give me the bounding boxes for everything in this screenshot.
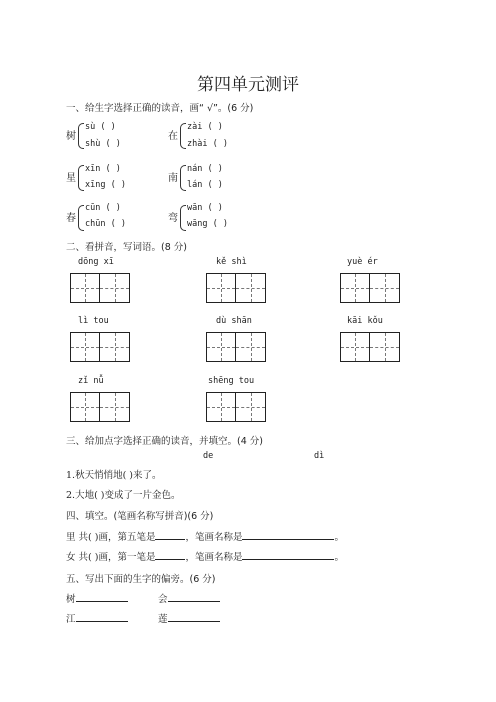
- pinyin-prompt: lì tou: [78, 316, 109, 326]
- s1-char: 弯: [168, 213, 178, 224]
- grid-cell[interactable]: [340, 273, 370, 303]
- pinyin-prompt: kě shì: [216, 257, 247, 267]
- pinyin-prompt: kāi kǒu: [347, 316, 383, 326]
- pinyin-option[interactable]: nán ( ): [187, 164, 223, 174]
- radical-item: [158, 611, 220, 625]
- radical-item: [66, 611, 128, 625]
- answer-blank[interactable]: [168, 621, 220, 622]
- writing-grid[interactable]: [206, 273, 266, 303]
- answer-blank[interactable]: [242, 539, 334, 540]
- pinyin-prompt: yuè ér: [347, 257, 378, 267]
- page-title: 第四单元测评: [197, 75, 299, 95]
- grid-cell[interactable]: [70, 392, 100, 422]
- section2-heading: 二、看拼音，写词语。(8 分): [66, 242, 187, 253]
- row-text: 里 共( )画，第五笔是: [66, 532, 156, 543]
- radical-item: [66, 591, 128, 605]
- row-text: ，笔画名称是: [185, 552, 243, 563]
- pinyin-prompt: zǐ nǚ: [78, 376, 104, 386]
- pinyin-option[interactable]: xīn ( ): [85, 164, 121, 174]
- s1-char: 南: [168, 173, 178, 184]
- radical-char: 树: [66, 594, 76, 605]
- radical-char: 莲: [158, 614, 168, 625]
- writing-grid[interactable]: [70, 273, 130, 303]
- answer-blank[interactable]: [168, 601, 220, 602]
- question-1[interactable]: 1.秋天悄悄地( )来了。: [66, 470, 162, 481]
- answer-blank[interactable]: [155, 539, 185, 540]
- writing-grid[interactable]: [340, 273, 400, 303]
- s1-char: 春: [66, 213, 76, 224]
- pinyin-option[interactable]: lán ( ): [187, 180, 223, 190]
- pinyin-prompt: shēng tou: [208, 376, 255, 386]
- grid-cell[interactable]: [70, 273, 100, 303]
- brace: [78, 205, 84, 231]
- pinyin-option[interactable]: zài ( ): [187, 122, 223, 132]
- writing-grid[interactable]: [70, 332, 130, 362]
- radical-char: 江: [66, 614, 76, 625]
- grid-cell[interactable]: [206, 332, 236, 362]
- pinyin-option[interactable]: cūn ( ): [85, 203, 121, 213]
- reading-option: de: [203, 451, 214, 461]
- row-text: ，笔画名称是: [185, 532, 243, 543]
- grid-cell[interactable]: [340, 332, 370, 362]
- brace: [180, 205, 186, 231]
- radical-char: 会: [158, 594, 168, 605]
- brace: [78, 165, 84, 191]
- pinyin-option[interactable]: zhài ( ): [187, 139, 228, 149]
- brace: [78, 123, 84, 149]
- grid-cell[interactable]: [236, 332, 266, 362]
- question-2[interactable]: 2.大地( )变成了一片金色。: [66, 490, 181, 501]
- grid-cell[interactable]: [370, 332, 400, 362]
- pinyin-option[interactable]: shù ( ): [85, 139, 121, 149]
- pinyin-option[interactable]: chūn ( ): [85, 219, 126, 229]
- section3-heading: 三、给加点字选择正确的读音，并填空。(4 分): [66, 436, 263, 447]
- grid-cell[interactable]: [236, 392, 266, 422]
- grid-cell[interactable]: [206, 392, 236, 422]
- fill-row-li: [66, 529, 344, 543]
- pinyin-option[interactable]: wāng ( ): [187, 219, 228, 229]
- grid-cell[interactable]: [100, 332, 130, 362]
- brace: [180, 165, 186, 191]
- section1-heading: 一、给生字选择正确的读音，画“ √”。(6 分): [66, 103, 254, 114]
- pinyin-prompt: dù shān: [216, 316, 252, 326]
- brace: [180, 123, 186, 149]
- grid-cell[interactable]: [236, 273, 266, 303]
- pinyin-prompt: dōng xī: [78, 257, 114, 267]
- grid-cell[interactable]: [70, 332, 100, 362]
- s1-char: 星: [66, 173, 76, 184]
- writing-grid[interactable]: [70, 392, 130, 422]
- pinyin-option[interactable]: xīng ( ): [85, 180, 126, 190]
- fill-row-nv: [66, 549, 344, 563]
- writing-grid[interactable]: [206, 392, 266, 422]
- pinyin-option[interactable]: wān ( ): [187, 203, 223, 213]
- answer-blank[interactable]: [155, 559, 185, 560]
- grid-cell[interactable]: [206, 273, 236, 303]
- grid-cell[interactable]: [370, 273, 400, 303]
- radical-item: [158, 591, 220, 605]
- row-end: 。: [334, 552, 344, 563]
- section4-heading: 四、填空。(笔画名称写拼音)(6 分): [66, 511, 214, 522]
- section5-heading: 五、写出下面的生字的偏旁。(6 分): [66, 574, 216, 585]
- s1-char: 在: [168, 131, 178, 142]
- grid-cell[interactable]: [100, 273, 130, 303]
- answer-blank[interactable]: [76, 621, 128, 622]
- row-end: 。: [334, 532, 344, 543]
- writing-grid[interactable]: [206, 332, 266, 362]
- grid-cell[interactable]: [100, 392, 130, 422]
- reading-option: dì: [314, 451, 325, 461]
- answer-blank[interactable]: [76, 601, 128, 602]
- row-text: 女 共( )画，第一笔是: [66, 552, 156, 563]
- s1-char: 树: [66, 131, 76, 142]
- writing-grid[interactable]: [340, 332, 400, 362]
- pinyin-option[interactable]: sù ( ): [85, 122, 116, 132]
- answer-blank[interactable]: [242, 559, 334, 560]
